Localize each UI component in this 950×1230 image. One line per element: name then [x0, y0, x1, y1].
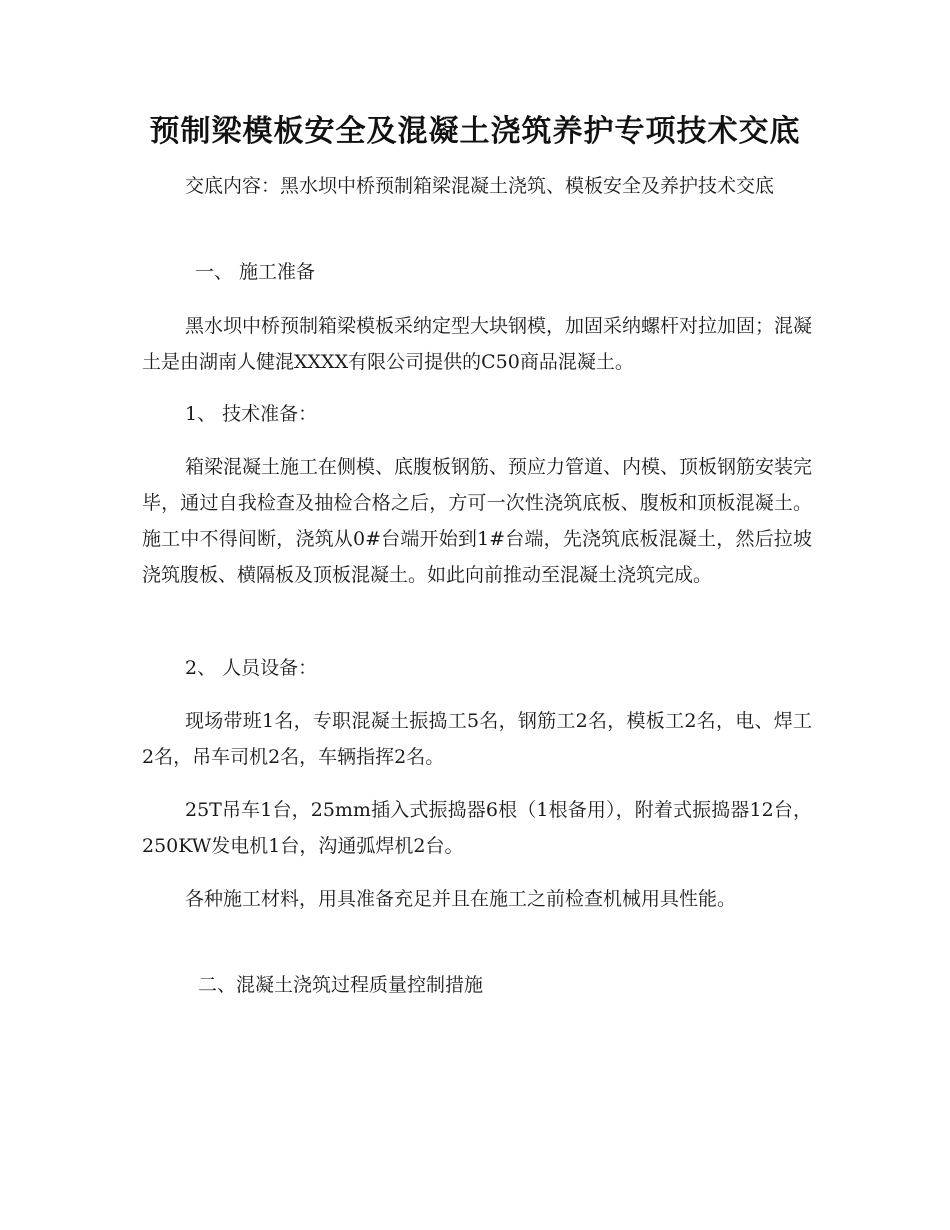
document-title: 预制梁模板安全及混凝土浇筑养护专项技术交底 [149, 114, 801, 149]
personnel-paragraph: 现场带班1名，专职混凝土振捣工5名，钢筋工2名，模板工2名，电、焊工2名，吊车司机2名，车辆指挥2名。 [142, 710, 812, 768]
materials-paragraph: 各种施工材料，用具准备充足并且在施工之前检查机械用具性能。 [185, 888, 737, 910]
intro-paragraph: 交底内容：黑水坝中桥预制箱梁混凝土浇筑、模板安全及养护技术交底 [185, 175, 775, 197]
subsection-1-heading: 1、 技术准备： [185, 403, 318, 425]
section-1-heading: 一、 施工准备 [195, 261, 316, 283]
subsection-1-paragraph: 箱梁混凝土施工在侧模、底腹板钢筋、预应力管道、内模、顶板钢筋安装完毕，通过自我检查及抽检合格之后，方可一次性浇筑底板、腹板和顶板混凝土。施工中不得间断，浇筑从0#台端开始到1#台端，先浇筑底板混凝土，然后拉坡浇筑腹板、横隔板及顶板混凝土。如此向前推动至混凝土浇筑完成。 [142, 456, 813, 586]
section-1-paragraph: 黑水坝中桥预制箱梁模板采纳定型大块钢模，加固采纳螺杆对拉加固；混凝土是由湖南人健混XXXX有限公司提供的C50商品混凝土。 [142, 315, 813, 373]
section-2-heading: 二、混凝土浇筑过程质量控制措施 [198, 974, 484, 996]
subsection-2-heading: 2、 人员设备： [185, 657, 318, 679]
equipment-paragraph: 25T吊车1台，25mm插入式振捣器6根（1根备用），附着式振捣器12台，250KW发电机1台，沟通弧焊机2台。 [142, 799, 812, 857]
